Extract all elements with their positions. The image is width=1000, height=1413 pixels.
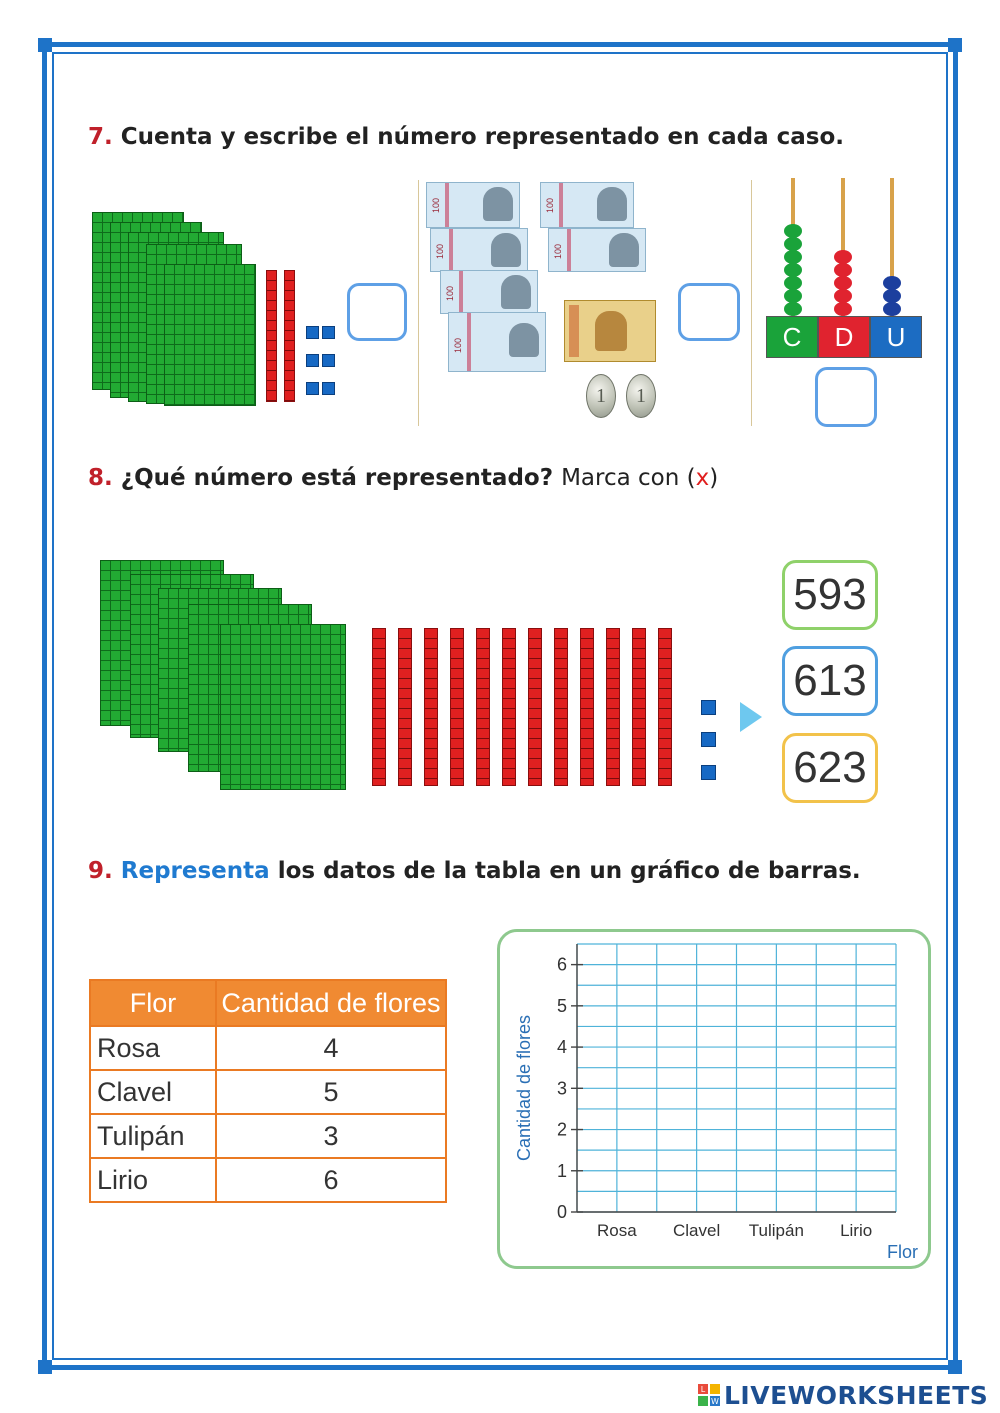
- table-cell-flor: Rosa: [90, 1026, 216, 1070]
- brand-name: LIVEWORKSHEETS: [724, 1380, 989, 1410]
- unit-cube: [322, 354, 335, 367]
- table-row: [90, 1114, 446, 1158]
- unit-cube: [306, 354, 319, 367]
- question-7-title: [88, 124, 844, 150]
- question-8-title: [88, 465, 718, 491]
- x-category-label: Lirio: [840, 1221, 873, 1240]
- option-613[interactable]: 613: [782, 646, 878, 716]
- bead-tens: [834, 289, 852, 303]
- unit-cube: [306, 326, 319, 339]
- unit-cube: [322, 382, 335, 395]
- coin-1: 1: [626, 374, 656, 418]
- question-text: Cuenta y escribe el número representado en cada caso.: [120, 124, 844, 150]
- question-number: 9.: [88, 858, 113, 884]
- x-axis-title: Flor: [887, 1242, 918, 1262]
- ten-rod: [476, 628, 490, 786]
- question-text: ¿Qué número está representado?: [120, 465, 554, 491]
- bead-hundreds: [784, 263, 802, 277]
- unit-cube: [322, 326, 335, 339]
- bead-units: [883, 276, 901, 290]
- answer-input-money[interactable]: [678, 283, 740, 341]
- abacus-label-u: U: [870, 316, 922, 358]
- banknote-100: 100: [540, 182, 634, 228]
- answer-input-blocks[interactable]: [347, 283, 407, 341]
- ten-rod: [580, 628, 594, 786]
- bead-tens: [834, 276, 852, 290]
- banknote-100: 100: [548, 228, 646, 272]
- base-ten-blocks-group-1: [92, 208, 352, 408]
- ten-rod: [284, 270, 295, 402]
- question-highlight: Representa: [120, 858, 270, 884]
- bead-hundreds: [784, 250, 802, 264]
- ten-rod: [502, 628, 516, 786]
- table-cell-flor: Clavel: [90, 1070, 216, 1114]
- x-mark: x: [695, 465, 710, 491]
- question-number: 8.: [88, 465, 113, 491]
- ten-rod: [398, 628, 412, 786]
- frame-corner: [38, 38, 52, 52]
- y-tick-label: 0: [556, 1202, 567, 1222]
- table-row: [90, 1070, 446, 1114]
- ten-rod: [450, 628, 464, 786]
- unit-cube: [701, 732, 716, 747]
- table-cell-cantidad: 3: [216, 1114, 446, 1158]
- table-cell-cantidad: 4: [216, 1026, 446, 1070]
- unit-cube: [701, 765, 716, 780]
- banknote-10: [564, 300, 656, 362]
- bead-tens: [834, 250, 852, 264]
- bead-hundreds: [784, 276, 802, 290]
- table-header-row: [90, 980, 446, 1026]
- frame-corner: [948, 1360, 962, 1374]
- y-tick-label: 3: [556, 1078, 567, 1099]
- answer-input-abacus[interactable]: [815, 367, 877, 427]
- bead-hundreds: [784, 289, 802, 303]
- arrow-right-icon: [738, 700, 764, 734]
- table-row: [90, 1026, 446, 1070]
- x-category-label: Rosa: [597, 1221, 637, 1240]
- y-tick-label: 1: [556, 1160, 567, 1181]
- bead-hundreds: [784, 237, 802, 251]
- y-tick-label: 4: [556, 1037, 567, 1058]
- ten-rod: [424, 628, 438, 786]
- table-header-cantidad: Cantidad de flores: [216, 980, 446, 1026]
- abacus-label-c: C: [766, 316, 818, 358]
- abacus: [766, 178, 922, 358]
- hundred-flat: [220, 624, 346, 790]
- bead-hundreds: [784, 302, 802, 316]
- banknote-100: 100: [430, 228, 528, 272]
- frame-corner: [38, 1360, 52, 1374]
- logo-mark-icon: L W: [698, 1384, 720, 1406]
- table-header-flor: Flor: [90, 980, 216, 1026]
- y-tick-label: 2: [556, 1119, 567, 1140]
- ten-rod: [372, 628, 386, 786]
- x-category-label: Clavel: [673, 1221, 721, 1240]
- option-593[interactable]: 593: [782, 560, 878, 630]
- banknote-100: 100: [448, 312, 546, 372]
- table-cell-cantidad: 6: [216, 1158, 446, 1202]
- question-instruction-close: ): [709, 465, 719, 491]
- table-cell-cantidad: 5: [216, 1070, 446, 1114]
- flower-table: [89, 979, 447, 1203]
- y-tick-label: 5: [556, 995, 567, 1016]
- ten-rod: [528, 628, 542, 786]
- question-number: 7.: [88, 124, 113, 150]
- table-row: [90, 1158, 446, 1202]
- ten-rod: [606, 628, 620, 786]
- bead-units: [883, 289, 901, 303]
- question-text: los datos de la tabla en un gráfico de barras.: [277, 858, 861, 884]
- liveworksheets-logo: [698, 1380, 998, 1410]
- y-axis-title: Cantidad de flores: [514, 1014, 534, 1162]
- hundred-flat: [164, 264, 256, 406]
- bead-tens: [834, 263, 852, 277]
- x-category-label: Tulipán: [748, 1221, 804, 1240]
- table-cell-flor: Lirio: [90, 1158, 216, 1202]
- table-cell-flor: Tulipán: [90, 1114, 216, 1158]
- bead-units: [883, 302, 901, 316]
- unit-cube: [701, 700, 716, 715]
- money-group: [424, 180, 664, 420]
- divider: [418, 180, 419, 426]
- ten-rod: [266, 270, 277, 402]
- ten-rod: [658, 628, 672, 786]
- coin-1: 1: [586, 374, 616, 418]
- banknote-100: 100: [440, 270, 538, 314]
- bead-tens: [834, 302, 852, 316]
- y-tick-label: 6: [556, 954, 567, 975]
- base-ten-blocks-group-2: [100, 560, 740, 790]
- ten-rod: [632, 628, 646, 786]
- bar-chart-grid[interactable]: [500, 932, 928, 1266]
- option-623[interactable]: 623: [782, 733, 878, 803]
- banknote-100: 100: [426, 182, 520, 228]
- unit-cube: [306, 382, 319, 395]
- question-instruction: Marca con (: [561, 465, 696, 491]
- question-9-title: [88, 858, 861, 884]
- frame-corner: [948, 38, 962, 52]
- ten-rod: [554, 628, 568, 786]
- divider: [751, 180, 752, 426]
- abacus-label-d: D: [818, 316, 870, 358]
- bead-hundreds: [784, 224, 802, 238]
